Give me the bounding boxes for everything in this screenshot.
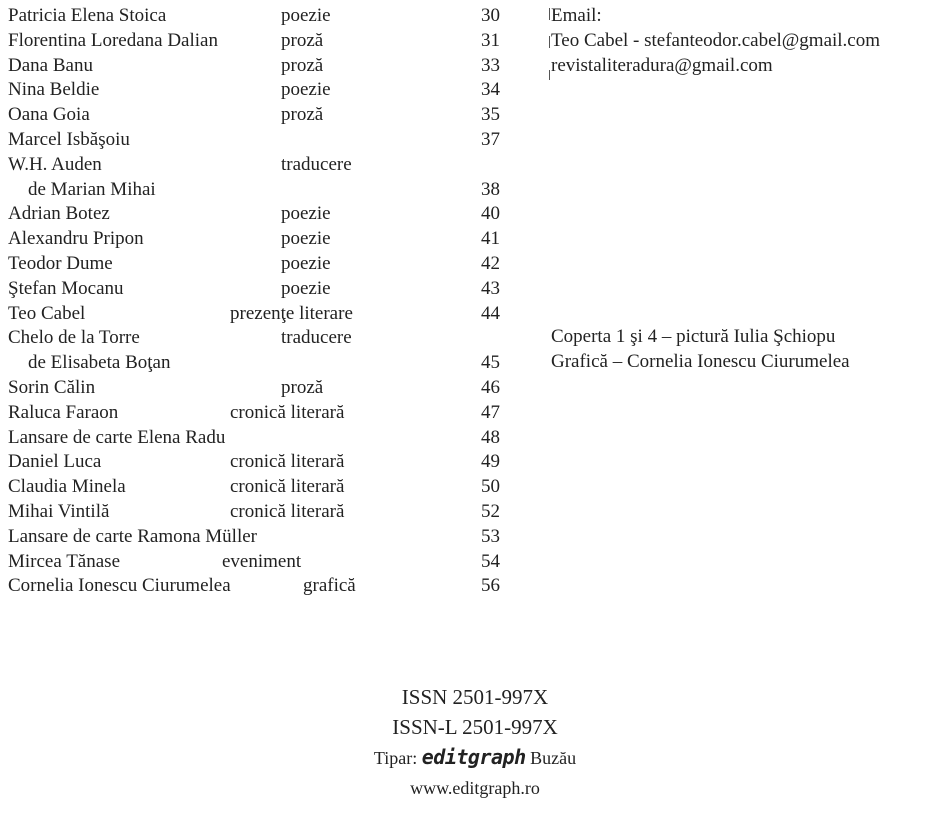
toc-page: 37: [481, 128, 500, 150]
printer-website: www.editgraph.ro: [410, 778, 540, 798]
toc-genre: cronică literară: [230, 401, 345, 423]
margin-mark: [549, 70, 550, 80]
toc-row: [8, 401, 508, 426]
toc-page: 45: [481, 352, 500, 374]
toc-author: Lansare de carte Elena Radu: [8, 426, 226, 448]
toc-page: 42: [481, 252, 500, 274]
table-of-contents: [8, 4, 508, 599]
toc-page: 31: [481, 29, 500, 51]
toc-author: Marcel Isbăşoiu: [8, 128, 130, 150]
toc-row: [8, 525, 508, 550]
toc-page: 54: [481, 550, 500, 572]
toc-row: [8, 54, 508, 79]
toc-author: Ştefan Mocanu: [8, 277, 124, 299]
toc-genre: proză: [281, 29, 324, 51]
toc-author: Florentina Loredana Dalian: [8, 29, 218, 51]
toc-author: Lansare de carte Ramona Müller: [8, 525, 257, 547]
editgraph-logo: editgraph: [421, 745, 526, 769]
toc-author: Adrian Botez: [8, 203, 110, 225]
issn-l: ISSN-L 2501-997X: [392, 715, 558, 739]
printer-city: Buzău: [530, 748, 577, 768]
toc-row: [8, 302, 508, 327]
toc-author: Claudia Minela: [8, 476, 126, 498]
toc-genre: cronică literară: [230, 500, 345, 522]
toc-page: 47: [481, 401, 500, 423]
email-line-revista: revistaliteradura@gmail.com: [551, 54, 773, 76]
toc-genre: poezie: [281, 277, 331, 299]
toc-row: [8, 450, 508, 475]
toc-author: Nina Beldie: [8, 79, 100, 101]
toc-page: 35: [481, 104, 500, 126]
toc-row: [8, 252, 508, 277]
toc-genre: prezenţe literare: [230, 302, 353, 324]
toc-genre: grafică: [303, 575, 356, 597]
toc-genre: traducere: [281, 327, 352, 349]
email-label: Email:: [551, 5, 602, 26]
publication-footer: [310, 682, 640, 803]
cover-credit: Coperta 1 şi 4 – pictură Iulia Şchiopu: [551, 326, 836, 347]
toc-page: 43: [481, 277, 500, 299]
toc-row: [8, 29, 508, 54]
toc-row: [8, 4, 508, 29]
toc-row: [8, 426, 508, 451]
toc-page: 49: [481, 451, 500, 473]
toc-page: 50: [481, 476, 500, 498]
margin-mark: [549, 36, 550, 48]
toc-row: [8, 153, 508, 178]
printer-label: Tipar:: [373, 748, 418, 768]
printer-line: [310, 742, 640, 773]
toc-genre: cronică literară: [230, 451, 345, 473]
toc-author: Daniel Luca: [8, 451, 102, 473]
toc-row: [8, 326, 508, 351]
toc-genre: poezie: [281, 79, 331, 101]
toc-genre: proză: [281, 54, 324, 76]
toc-page: 48: [481, 426, 500, 448]
margin-mark: [549, 8, 550, 20]
toc-author: Teodor Dume: [8, 252, 113, 274]
toc-author: Cornelia Ionescu Ciurumelea: [8, 575, 231, 597]
toc-page: 34: [481, 79, 500, 101]
toc-author: Mihai Vintilă: [8, 500, 110, 522]
contact-block: [551, 4, 880, 78]
toc-genre: poezie: [281, 228, 331, 250]
toc-row: [8, 227, 508, 252]
toc-row: [8, 550, 508, 575]
toc-author: Patricia Elena Stoica: [8, 5, 167, 26]
toc-author: de Marian Mihai: [28, 178, 156, 200]
toc-genre: cronică literară: [230, 476, 345, 498]
issn: ISSN 2501-997X: [401, 685, 549, 709]
toc-row: [8, 500, 508, 525]
toc-page: 33: [481, 54, 500, 76]
toc-author: Raluca Faraon: [8, 401, 119, 423]
toc-page: 52: [481, 500, 500, 522]
toc-page: 56: [481, 575, 500, 597]
toc-author: Oana Goia: [8, 104, 90, 126]
toc-page: 41: [481, 228, 500, 250]
graphics-credit: Grafică – Cornelia Ionescu Ciurumelea: [551, 350, 850, 372]
toc-genre: proză: [281, 104, 324, 126]
toc-author: Alexandru Pripon: [8, 228, 144, 250]
toc-genre: proză: [281, 376, 324, 398]
credits-block: [551, 325, 850, 375]
toc-genre: poezie: [281, 5, 331, 26]
toc-author: Chelo de la Torre: [8, 327, 140, 349]
toc-row: [8, 178, 508, 203]
toc-row: [8, 202, 508, 227]
toc-author: Teo Cabel: [8, 302, 86, 324]
toc-row: [8, 277, 508, 302]
toc-genre: traducere: [281, 153, 352, 175]
toc-author: W.H. Auden: [8, 153, 102, 175]
toc-genre: poezie: [281, 252, 331, 274]
toc-row: [8, 78, 508, 103]
toc-row: [8, 128, 508, 153]
email-line-teo-cabel: Teo Cabel - stefanteodor.cabel@gmail.com: [551, 29, 881, 51]
toc-page: 30: [481, 5, 500, 26]
toc-row: [8, 351, 508, 376]
toc-author: Mircea Tănase: [8, 550, 121, 572]
toc-row: [8, 376, 508, 401]
toc-row: [8, 103, 508, 128]
toc-row: [8, 574, 508, 599]
toc-page: 46: [481, 376, 500, 398]
toc-genre: poezie: [281, 203, 331, 225]
toc-page: 53: [481, 525, 500, 547]
toc-page: 40: [481, 203, 500, 225]
toc-author: de Elisabeta Boţan: [28, 352, 171, 374]
toc-author: Dana Banu: [8, 54, 93, 76]
toc-page: 38: [481, 178, 500, 200]
toc-page: 44: [481, 302, 500, 324]
toc-row: [8, 475, 508, 500]
toc-author: Sorin Călin: [8, 376, 96, 398]
toc-genre: eveniment: [222, 550, 302, 572]
